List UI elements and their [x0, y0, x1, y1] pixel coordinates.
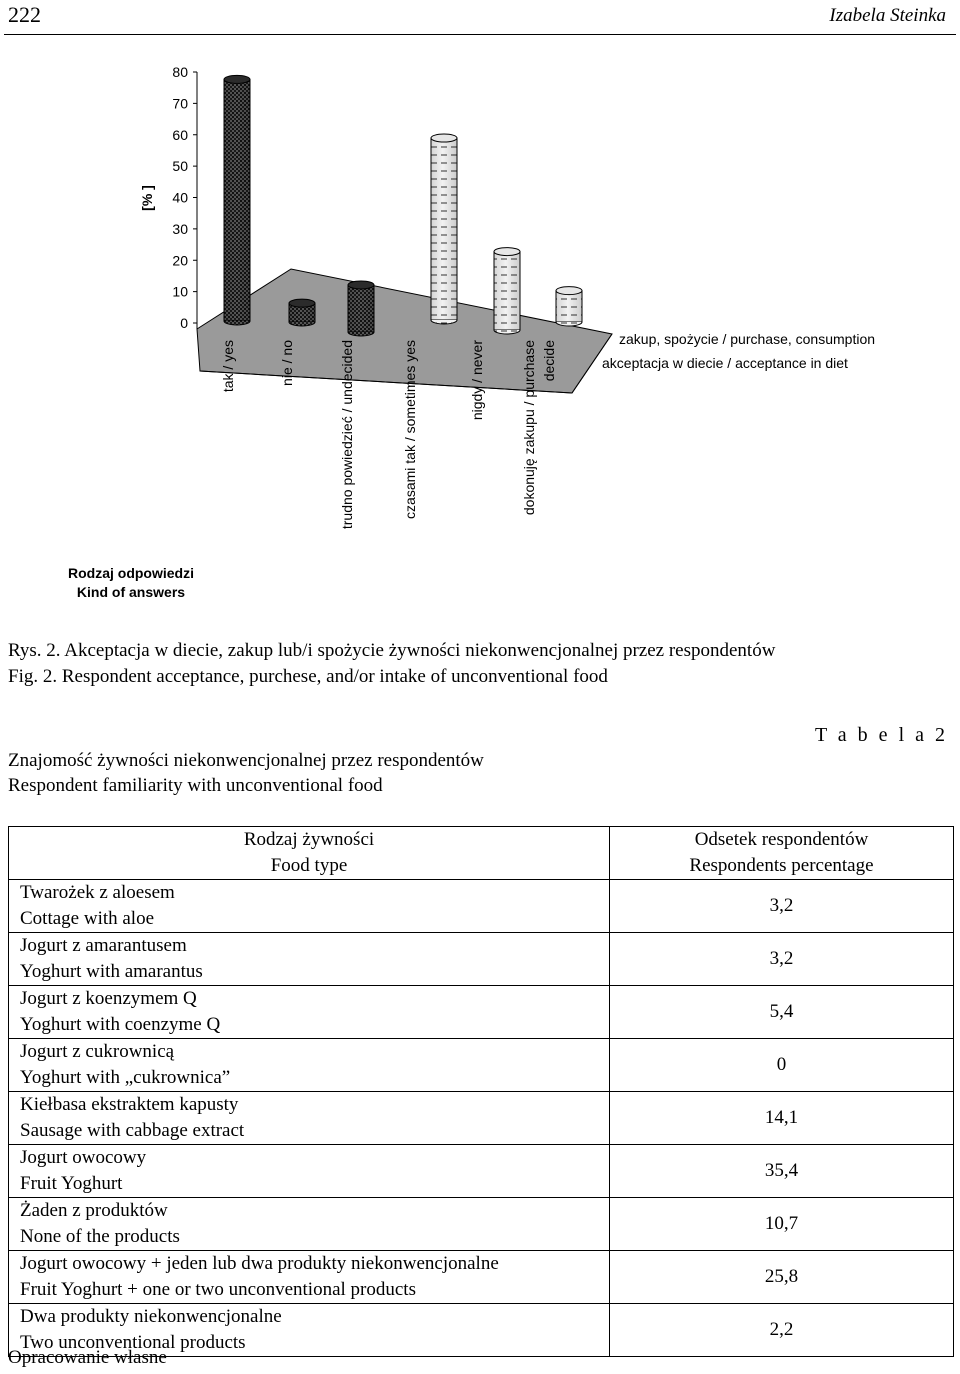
- column-header-en: Respondents percentage: [689, 855, 874, 876]
- percentage-cell: 35,4: [610, 1145, 954, 1198]
- y-tick-label: 70: [172, 95, 188, 112]
- bar-top: [494, 248, 520, 256]
- series-label: akceptacja w diecie / acceptance in diet: [602, 355, 848, 371]
- table-label: T a b e l a 2: [814, 724, 948, 746]
- food-type-en: Yoghurt with amarantus: [20, 961, 203, 982]
- percentage-cell: 5,4: [610, 986, 954, 1039]
- table-header-row: [9, 827, 954, 880]
- percentage-cell: 14,1: [610, 1092, 954, 1145]
- page-number: 222: [8, 2, 41, 27]
- table-title-pl: Znajomość żywności niekonwencjonalnej przez respondentów: [8, 750, 484, 771]
- column-header-en: Food type: [270, 855, 348, 876]
- food-type-cell: [9, 1145, 610, 1198]
- table-row: [9, 986, 954, 1039]
- figure-3d-bar-chart: [0, 40, 960, 615]
- category-label: nie / no: [279, 340, 295, 386]
- food-type-pl: Jogurt z cukrownicą: [20, 1041, 175, 1062]
- table-row: [9, 1039, 954, 1092]
- familiarity-table: [8, 826, 954, 1357]
- food-type-en: Cottage with aloe: [20, 908, 155, 929]
- bar-top: [348, 281, 374, 289]
- category-label: decide: [541, 340, 557, 382]
- food-type-cell: [9, 986, 610, 1039]
- y-axis-label: [% ]: [139, 185, 155, 211]
- header-rule: [4, 34, 956, 35]
- percentage-cell: 3,2: [610, 933, 954, 986]
- percentage-cell: 10,7: [610, 1198, 954, 1251]
- series-label: zakup, spożycie / purchase, consumption: [619, 331, 876, 347]
- food-type-cell: [9, 1251, 610, 1304]
- y-tick-label: 10: [172, 283, 188, 300]
- y-tick-label: 20: [172, 252, 188, 269]
- table-row: [9, 933, 954, 986]
- food-type-en: Fruit Yoghurt: [20, 1173, 123, 1194]
- y-tick-label: 40: [172, 189, 188, 206]
- figure-caption-pl: Rys. 2. Akceptacja w diecie, zakup lub/i spożycie żywności niekonwencjonalnej przez respondentów: [8, 640, 776, 661]
- food-type-cell: [9, 880, 610, 933]
- food-type-en: Yoghurt with coenzyme Q: [20, 1014, 221, 1035]
- food-type-en: Fruit Yoghurt + one or two unconventional products: [20, 1279, 416, 1300]
- y-tick-label: 80: [172, 64, 188, 80]
- category-label: nigdy / never: [469, 340, 485, 421]
- bar-top: [556, 287, 582, 295]
- category-label: trudno powiedzieć / undecided: [339, 340, 355, 530]
- bar-shade: [224, 79, 250, 321]
- food-type-en: Two unconventional products: [20, 1332, 246, 1353]
- food-type-cell: [9, 933, 610, 986]
- food-type-pl: Jogurt z koenzymem Q: [20, 988, 197, 1009]
- category-label: tak / yes: [220, 340, 236, 393]
- y-tick-label: 0: [180, 315, 188, 331]
- bar-shade: [348, 285, 374, 332]
- table-row: [9, 1145, 954, 1198]
- food-type-en: Sausage with cabbage extract: [20, 1120, 245, 1141]
- bar-shade: [556, 291, 582, 322]
- food-type-pl: Jogurt owocowy: [20, 1147, 147, 1168]
- food-type-en: None of the products: [20, 1226, 180, 1247]
- category-label: dokonuję zakupu / purchase: [521, 340, 537, 516]
- percentage-cell: 25,8: [610, 1251, 954, 1304]
- percentage-cell: 2,2: [610, 1304, 954, 1357]
- bar-acceptance: [348, 281, 374, 336]
- column-header-pl: Odsetek respondentów: [694, 829, 869, 850]
- table-row: [9, 1198, 954, 1251]
- food-type-pl: Kiełbasa ekstraktem kapusty: [20, 1094, 239, 1115]
- table-source-note: Opracowanie własne: [8, 1347, 167, 1368]
- food-type-cell: [9, 1198, 610, 1251]
- bar-top: [289, 299, 315, 307]
- column-header-pl: Rodzaj żywności: [243, 829, 375, 850]
- bar-acceptance: [224, 75, 250, 325]
- food-type-pl: Żaden z produktów: [20, 1200, 168, 1221]
- percentage-cell: 0: [610, 1039, 954, 1092]
- bar-acceptance: [289, 299, 315, 326]
- table-title-en: Respondent familiarity with unconventional food: [8, 775, 383, 796]
- table-row: [9, 1092, 954, 1145]
- table-row: [9, 1251, 954, 1304]
- food-type-cell: [9, 1092, 610, 1145]
- x-axis-title: Kind of answers: [76, 584, 186, 600]
- food-type-pl: Jogurt owocowy + jeden lub dwa produkty niekonwencjonalne: [20, 1253, 499, 1274]
- x-axis-title: Rodzaj odpowiedzi: [68, 565, 194, 581]
- y-tick-label: 50: [172, 158, 188, 175]
- bar-top: [431, 134, 457, 142]
- food-type-pl: Twarożek z aloesem: [20, 882, 175, 903]
- bar-shade: [494, 252, 520, 330]
- bar-top: [224, 75, 250, 83]
- food-type-pl: Dwa produkty niekonwencjonalne: [20, 1306, 282, 1327]
- food-type-en: Yoghurt with „cukrownica”: [20, 1067, 231, 1088]
- running-author: Izabela Steinka: [829, 5, 946, 26]
- bar-shade: [431, 138, 457, 320]
- y-tick-label: 60: [172, 126, 188, 143]
- bar-purchase: [494, 248, 520, 334]
- bar-purchase: [431, 134, 457, 324]
- category-label: czasami tak / sometimes yes: [402, 340, 418, 519]
- food-type-cell: [9, 1039, 610, 1092]
- y-tick-label: 30: [172, 220, 188, 237]
- percentage-cell: 3,2: [610, 880, 954, 933]
- column-header-food-type: [9, 827, 610, 880]
- column-header-percentage: [610, 827, 954, 880]
- table-row: [9, 880, 954, 933]
- figure-caption-en: Fig. 2. Respondent acceptance, purchese, and/or intake of unconventional food: [8, 666, 608, 687]
- bar-purchase: [556, 287, 582, 326]
- food-type-pl: Jogurt z amarantusem: [20, 935, 187, 956]
